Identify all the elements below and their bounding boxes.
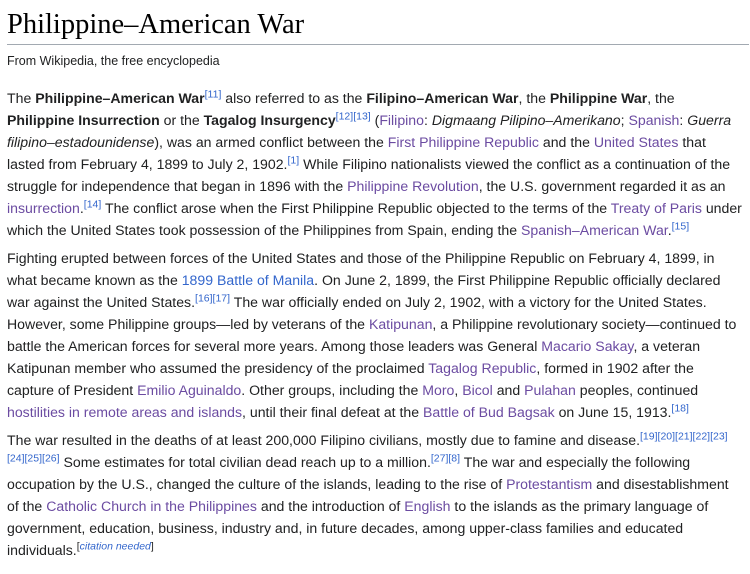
bold-term: Filipino–American War [366, 90, 519, 107]
ref-link[interactable]: [13] [353, 110, 371, 123]
text: , [454, 382, 463, 399]
link-moro[interactable]: Moro [422, 382, 455, 399]
italic-term: Digmaang Pilipino–Amerikano [431, 112, 621, 129]
link-united-states[interactable]: United States [593, 134, 679, 151]
link-emilio-aguinaldo[interactable]: Emilio Aguinaldo [137, 382, 242, 399]
text: or the [159, 112, 204, 129]
text: peoples, continued [575, 382, 699, 399]
paragraph-3 [7, 429, 743, 561]
text: , formed in 1902 after the capture of President [7, 360, 694, 399]
text: and the [538, 134, 594, 151]
link-battle-of-bud-bagsak[interactable]: Battle of Bud Bagsak [423, 404, 555, 421]
text: ; [620, 112, 629, 129]
paragraph-2 [7, 247, 743, 423]
link-battle-of-manila[interactable]: 1899 Battle of Manila [181, 272, 315, 289]
text: Some estimates for total civilian dead reach up to a million. [59, 454, 431, 471]
ref-link[interactable]: [27][8] [430, 452, 461, 465]
text: . Other groups, including the [241, 382, 423, 399]
text: under which the United States took possession of the Philippines from Spain, ending the [7, 200, 742, 239]
link-philippine-revolution[interactable]: Philippine Revolution [347, 178, 479, 195]
ref-link[interactable]: [17] [212, 292, 231, 305]
reference [287, 155, 299, 167]
link-english[interactable]: English [404, 498, 451, 515]
text: , until their final defeat at the [242, 404, 424, 421]
link-katipunan[interactable]: Katipunan [368, 316, 433, 333]
text: ( [370, 112, 380, 129]
text: also referred to as the [221, 90, 367, 107]
site-tagline: From Wikipedia, the free encyclopedia [7, 54, 220, 69]
ref-link[interactable]: [15] [671, 220, 690, 233]
text: and disestablishment of the [7, 476, 729, 515]
text: . [79, 200, 84, 217]
link-macario-sakay[interactable]: Macario Sakay [541, 338, 634, 355]
page-title: Philippine–American War [7, 0, 749, 45]
text: , the [647, 90, 675, 107]
link-spanish[interactable]: Spanish [628, 112, 680, 129]
ref-link[interactable]: [11] [204, 88, 222, 101]
citation-needed: [citation needed] [76, 540, 154, 553]
italic-term: Guerra filipino–estadounidense [7, 112, 732, 151]
ref-link[interactable]: [1] [287, 154, 300, 167]
paragraph-1 [7, 87, 743, 241]
ref-link[interactable]: [12] [335, 110, 354, 123]
link-catholic-church[interactable]: Catholic Church in the Philippines [46, 498, 257, 515]
link-insurrection[interactable]: insurrection [7, 200, 80, 217]
link-spanish-american-war[interactable]: Spanish–American War [520, 222, 668, 239]
text: on June 15, 1913. [554, 404, 672, 421]
text: , the U.S. government regarded it as an [478, 178, 726, 195]
citation-needed-link[interactable]: citation needed [79, 540, 151, 553]
bold-term: Philippine–American War [35, 90, 205, 107]
text: and the introduction of [256, 498, 405, 515]
text: The war and especially the following occupation by the U.S., changed the culture of the islands, leading to the rise of [7, 454, 691, 493]
link-tagalog-republic[interactable]: Tagalog Republic [428, 360, 537, 377]
text: The conflict arose when the First Philippine Republic objected to the terms of the [101, 200, 611, 217]
ref-link[interactable]: [14] [83, 198, 102, 211]
text: . On June 2, 1899, the First Philippine Republic officially declared war against the United States. [7, 272, 721, 311]
text: , the [518, 90, 550, 107]
text: and [492, 382, 525, 399]
text: While Filipino nationalists viewed the conflict as a continuation of the struggle for independence that began in 1896 with the [7, 156, 731, 195]
text: : [423, 112, 432, 129]
link-pulahan[interactable]: Pulahan [524, 382, 576, 399]
text: , a Philippine revolutionary society—continued to battle the American forces for several more years. Among those leaders was General [7, 316, 737, 355]
text: Fighting erupted between forces of the United States and those of the Philippine Republic on February 4, 1899, in what became known as the [7, 250, 715, 289]
bold-term: Philippine Insurrection [7, 112, 160, 129]
ref-link[interactable]: [18] [671, 402, 689, 415]
text: to the islands as the primary language of government, education, business, industry and, in future decades, among upper-class families and educated individuals. [7, 498, 709, 559]
reference [672, 221, 690, 233]
reference [195, 293, 230, 305]
reference [671, 403, 689, 415]
link-protestantism[interactable]: Protestantism [506, 476, 593, 493]
link-first-philippine-republic[interactable]: First Philippine Republic [387, 134, 539, 151]
link-bicol[interactable]: Bicol [462, 382, 493, 399]
reference [84, 199, 102, 211]
reference [205, 89, 222, 101]
ref-link[interactable]: [19][20][21][22][23][24][25][26] [7, 430, 728, 465]
bold-term: Tagalog Insurgency [203, 112, 336, 129]
text: . [667, 222, 672, 239]
text: ), was an armed conflict between the [154, 134, 388, 151]
text: that lasted from February 4, 1899 to July 2, 1902. [7, 134, 706, 173]
text: , a veteran Katipunan member who assumed the presidency of the proclaimed [7, 338, 701, 377]
ref-link[interactable]: [16] [195, 292, 213, 305]
bold-term: Philippine War [549, 90, 648, 107]
text: The [7, 90, 36, 107]
text: The war resulted in the deaths of at least 200,000 Filipino civilians, mostly due to famine and disease. [7, 432, 641, 449]
link-treaty-of-paris[interactable]: Treaty of Paris [610, 200, 702, 217]
text: : [679, 112, 688, 129]
reference [431, 453, 460, 465]
reference [336, 111, 371, 123]
link-hostilities[interactable]: hostilities in remote areas and islands [7, 404, 243, 421]
link-filipino[interactable]: Filipino [379, 112, 424, 129]
text: The war officially ended on July 2, 1902, with a victory for the United States. However, some Philippine groups—led by veterans of the [7, 294, 707, 333]
